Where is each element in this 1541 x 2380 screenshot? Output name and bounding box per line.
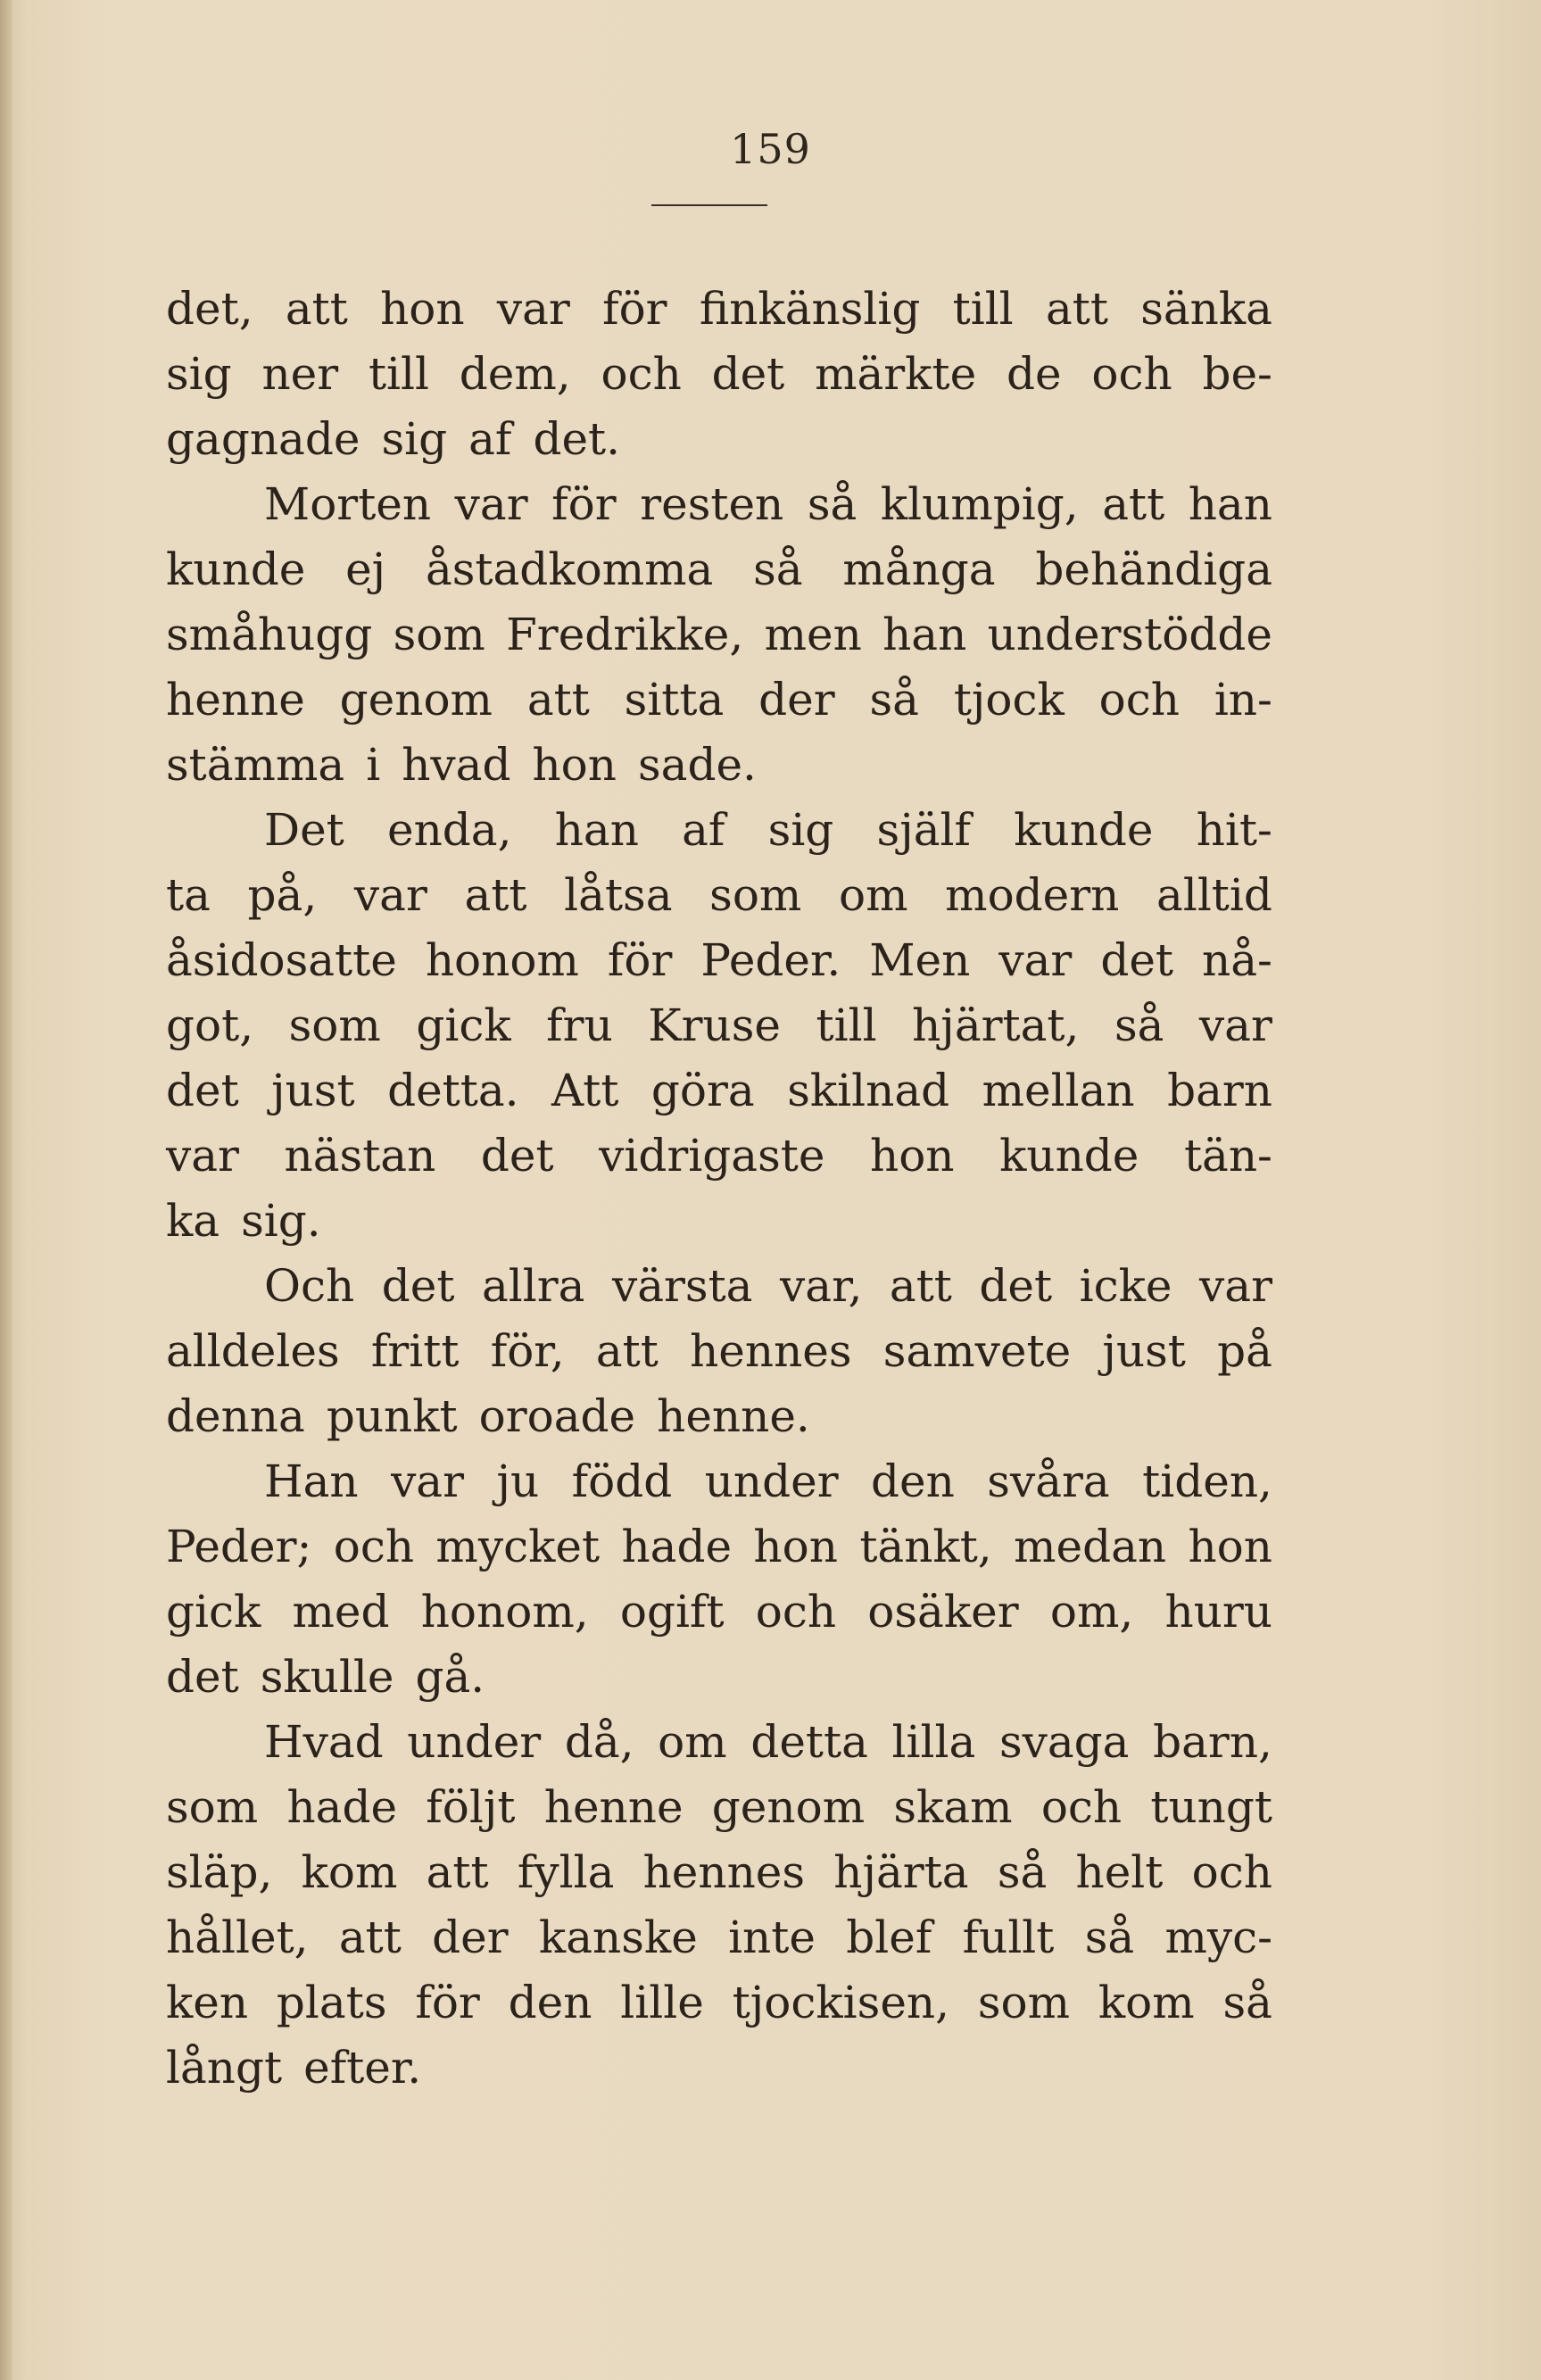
word: modern [945,869,1120,921]
word: och [1191,1846,1272,1898]
word: alldeles [166,1325,340,1377]
word: Peder. [700,934,841,986]
word: fru [546,999,613,1051]
word: var [166,1130,239,1182]
word: att [1102,478,1165,530]
word: medan [1014,1521,1167,1572]
word: det [381,1260,455,1312]
word: för [607,934,673,986]
word: tjockisen, [732,1977,950,2028]
word: hade [621,1521,733,1572]
word: hon [753,1521,838,1572]
text-line [166,1710,1272,1775]
word: ner [261,348,339,400]
word: så [1114,999,1164,1051]
word: allra [481,1260,585,1312]
word: född [571,1455,673,1507]
word: sig [166,348,232,400]
page-binding-edge [0,0,12,2380]
word: till [816,999,877,1051]
word: fritt [370,1325,460,1377]
word: fullt [962,1911,1055,1963]
word: enda, [386,804,512,856]
word: men [764,609,862,660]
word: hennes [642,1846,806,1898]
word: hvad [402,739,511,791]
word: det [711,348,785,400]
word: och [601,348,682,400]
word: det, [166,283,253,335]
word: gagnade [166,413,360,465]
word: just [1102,1325,1186,1377]
word: att [464,869,527,921]
word: icke [1079,1260,1172,1312]
word: samvete [882,1325,1072,1377]
word: det. [533,413,621,465]
word: honom [425,934,579,986]
word: på [1217,1325,1272,1377]
word: Peder; [166,1521,312,1572]
word: som [288,999,381,1051]
page-number: 159 [730,125,811,173]
text-line [166,2036,1272,2101]
word: sade. [637,739,757,791]
word: in- [1214,674,1272,726]
word: och [1091,348,1172,400]
word: märkte [815,348,977,400]
word: mellan [982,1065,1135,1116]
word: med [292,1586,390,1638]
word: svaga [998,1716,1130,1768]
text-line [166,668,1272,733]
word: svåra [987,1455,1110,1507]
word: hjärtat, [912,999,1080,1051]
word: understödde [987,609,1272,660]
word: denna [166,1390,305,1442]
word: just [271,1065,355,1116]
word: tiden, [1142,1455,1272,1507]
text-line [166,1254,1272,1319]
word: så [869,674,919,726]
word: under [407,1716,542,1768]
word: ka [166,1195,220,1247]
word: åsidosatte [166,934,397,986]
word: som [393,609,485,660]
word: tungt [1150,1781,1272,1833]
word: att [426,1846,489,1898]
word: det [1100,934,1174,986]
word: af [468,413,512,465]
word: om, [1049,1586,1134,1638]
word: gå. [415,1651,485,1703]
word: då, [564,1716,634,1768]
word: var [353,869,427,921]
word: detta. [387,1065,519,1116]
word: de [1006,348,1062,400]
word: Att [551,1065,619,1116]
text-line [166,798,1272,863]
word: skam [893,1781,1013,1833]
word: gick [416,999,511,1051]
word: myc- [1164,1911,1272,1963]
word: osäker [867,1586,1019,1638]
page-number-rule [651,204,767,206]
word: barn [1167,1065,1272,1116]
word: för [602,283,667,335]
word: sig [381,413,448,465]
word: för [551,478,617,530]
word: till [952,283,1014,335]
word: sitta [624,674,725,726]
word: stämma [166,739,345,791]
word: klumpig, [880,478,1079,530]
word: på, [247,869,318,921]
word: Fredrikke, [506,609,744,660]
word: värsta [611,1260,753,1312]
word: det [166,1651,239,1703]
word: så [753,543,803,595]
word: kunde [1014,804,1154,856]
word: tjock [953,674,1065,726]
text-line [166,928,1272,993]
word: henne [543,1781,684,1833]
text-line [166,1645,1272,1710]
word: var [998,934,1073,986]
word: som [166,1781,259,1833]
word: följt [426,1781,516,1833]
word: kom [1098,1977,1195,2028]
word: hennes [690,1325,852,1377]
word: hållet, [166,1911,309,1963]
word: som [977,1977,1071,2028]
word: för, [490,1325,565,1377]
word: sig. [241,1195,321,1247]
word: det [480,1130,554,1182]
text-line [166,602,1272,668]
word: gick [166,1586,261,1638]
word: om [658,1716,727,1768]
word: var, [780,1260,863,1312]
word: släp, [166,1846,273,1898]
word: Han [264,1455,359,1507]
word: göra [650,1065,755,1116]
word: till [368,348,430,400]
word: alltid [1156,869,1272,921]
word: Hvad [264,1716,384,1768]
word: oroade [478,1390,636,1442]
word: lilla [891,1716,976,1768]
word: tänkt, [859,1521,992,1572]
word: och [1098,674,1180,726]
word: så [1084,1911,1135,1963]
word: så [807,478,857,530]
word: detta [750,1716,868,1768]
word: han [882,609,967,660]
word: skilnad [787,1065,950,1116]
text-line [166,1840,1272,1905]
word: helt [1075,1846,1164,1898]
word: han [554,804,639,856]
word: var [496,283,570,335]
text-line [166,472,1272,537]
word: resten [640,478,784,530]
word: kom [301,1846,398,1898]
word: att [595,1325,659,1377]
word: kanske [538,1911,698,1963]
text-line [166,733,1272,798]
word: plats [276,1977,387,2028]
text-line [166,1905,1272,1970]
word: hon [870,1130,955,1182]
word: punkt [326,1390,458,1442]
word: att [889,1260,952,1312]
word: under [704,1455,839,1507]
word: Och [264,1260,355,1312]
word: sig [767,804,834,856]
word: långt [166,2042,283,2094]
text-line [166,993,1272,1058]
word: Kruse [648,999,781,1051]
word: den [871,1455,955,1507]
word: dem, [459,348,571,400]
word: låtsa [564,869,673,921]
word: var [1199,1260,1272,1312]
text-line [166,1775,1272,1840]
word: ogift [619,1586,725,1638]
word: barn, [1153,1716,1272,1768]
body-text [166,277,1272,2101]
word: och [755,1586,837,1638]
word: att [526,674,590,726]
word: att [1045,283,1108,335]
word: der [432,1911,509,1963]
word: mycket [435,1521,601,1572]
text-line [166,407,1272,472]
word: så [997,1846,1048,1898]
text-line [166,277,1272,342]
word: den [508,1977,592,2028]
word: inte [728,1911,816,1963]
word: fylla [517,1846,615,1898]
word: som [709,869,802,921]
word: och [333,1521,415,1572]
word: henne. [657,1390,810,1442]
text-line [166,1384,1272,1449]
word: henne [166,674,305,726]
word: genom [711,1781,866,1833]
word: got, [166,999,254,1051]
word: Det [264,804,344,856]
word: ej [345,543,386,595]
word: om [839,869,908,921]
word: be- [1202,348,1272,400]
word: huru [1164,1586,1272,1638]
word: själf [876,804,971,856]
word: nå- [1202,934,1272,986]
word: kunde [999,1130,1139,1182]
word: åstadkomma [425,543,714,595]
word: genom [339,674,493,726]
word: hon [380,283,465,335]
word: hon [1188,1521,1272,1572]
word: behändiga [1035,543,1272,595]
word: att [338,1911,402,1963]
word: att [285,283,348,335]
word: ju [496,1455,540,1507]
word: det [979,1260,1053,1312]
word: Morten [264,478,432,530]
text-line [166,1449,1272,1514]
text-line [166,342,1272,407]
word: hit- [1196,804,1272,856]
word: många [842,543,996,595]
word: ta [166,869,211,921]
word: sänka [1140,283,1272,335]
word: han [1188,478,1272,530]
text-line [166,1124,1272,1189]
word: småhugg [166,609,373,660]
word: kunde [166,543,306,595]
text-line [166,1970,1272,2036]
text-line [166,1058,1272,1124]
text-line [166,1514,1272,1580]
text-line [166,1189,1272,1254]
word: blef [846,1911,932,1963]
word: der [758,674,835,726]
word: vidrigaste [599,1130,825,1182]
word: hjärta [833,1846,969,1898]
word: ken [166,1977,249,2028]
word: honom, [420,1586,589,1638]
text-line [166,863,1272,928]
word: i [366,739,381,791]
word: så [1222,1977,1272,2028]
word: efter. [303,2042,422,2094]
word: hade [286,1781,398,1833]
word: var [391,1455,465,1507]
word: och [1040,1781,1123,1833]
word: tän- [1183,1130,1272,1182]
word: var [1198,999,1272,1051]
word: var [454,478,528,530]
word: hon [532,739,617,791]
word: för [415,1977,480,2028]
word: finkänslig [699,283,921,335]
word: det [166,1065,239,1116]
word: Men [869,934,971,986]
word: af [682,804,725,856]
text-line [166,1319,1272,1384]
text-line [166,1580,1272,1645]
word: nästan [284,1130,436,1182]
word: skulle [260,1651,394,1703]
text-line [166,537,1272,602]
word: lille [620,1977,704,2028]
